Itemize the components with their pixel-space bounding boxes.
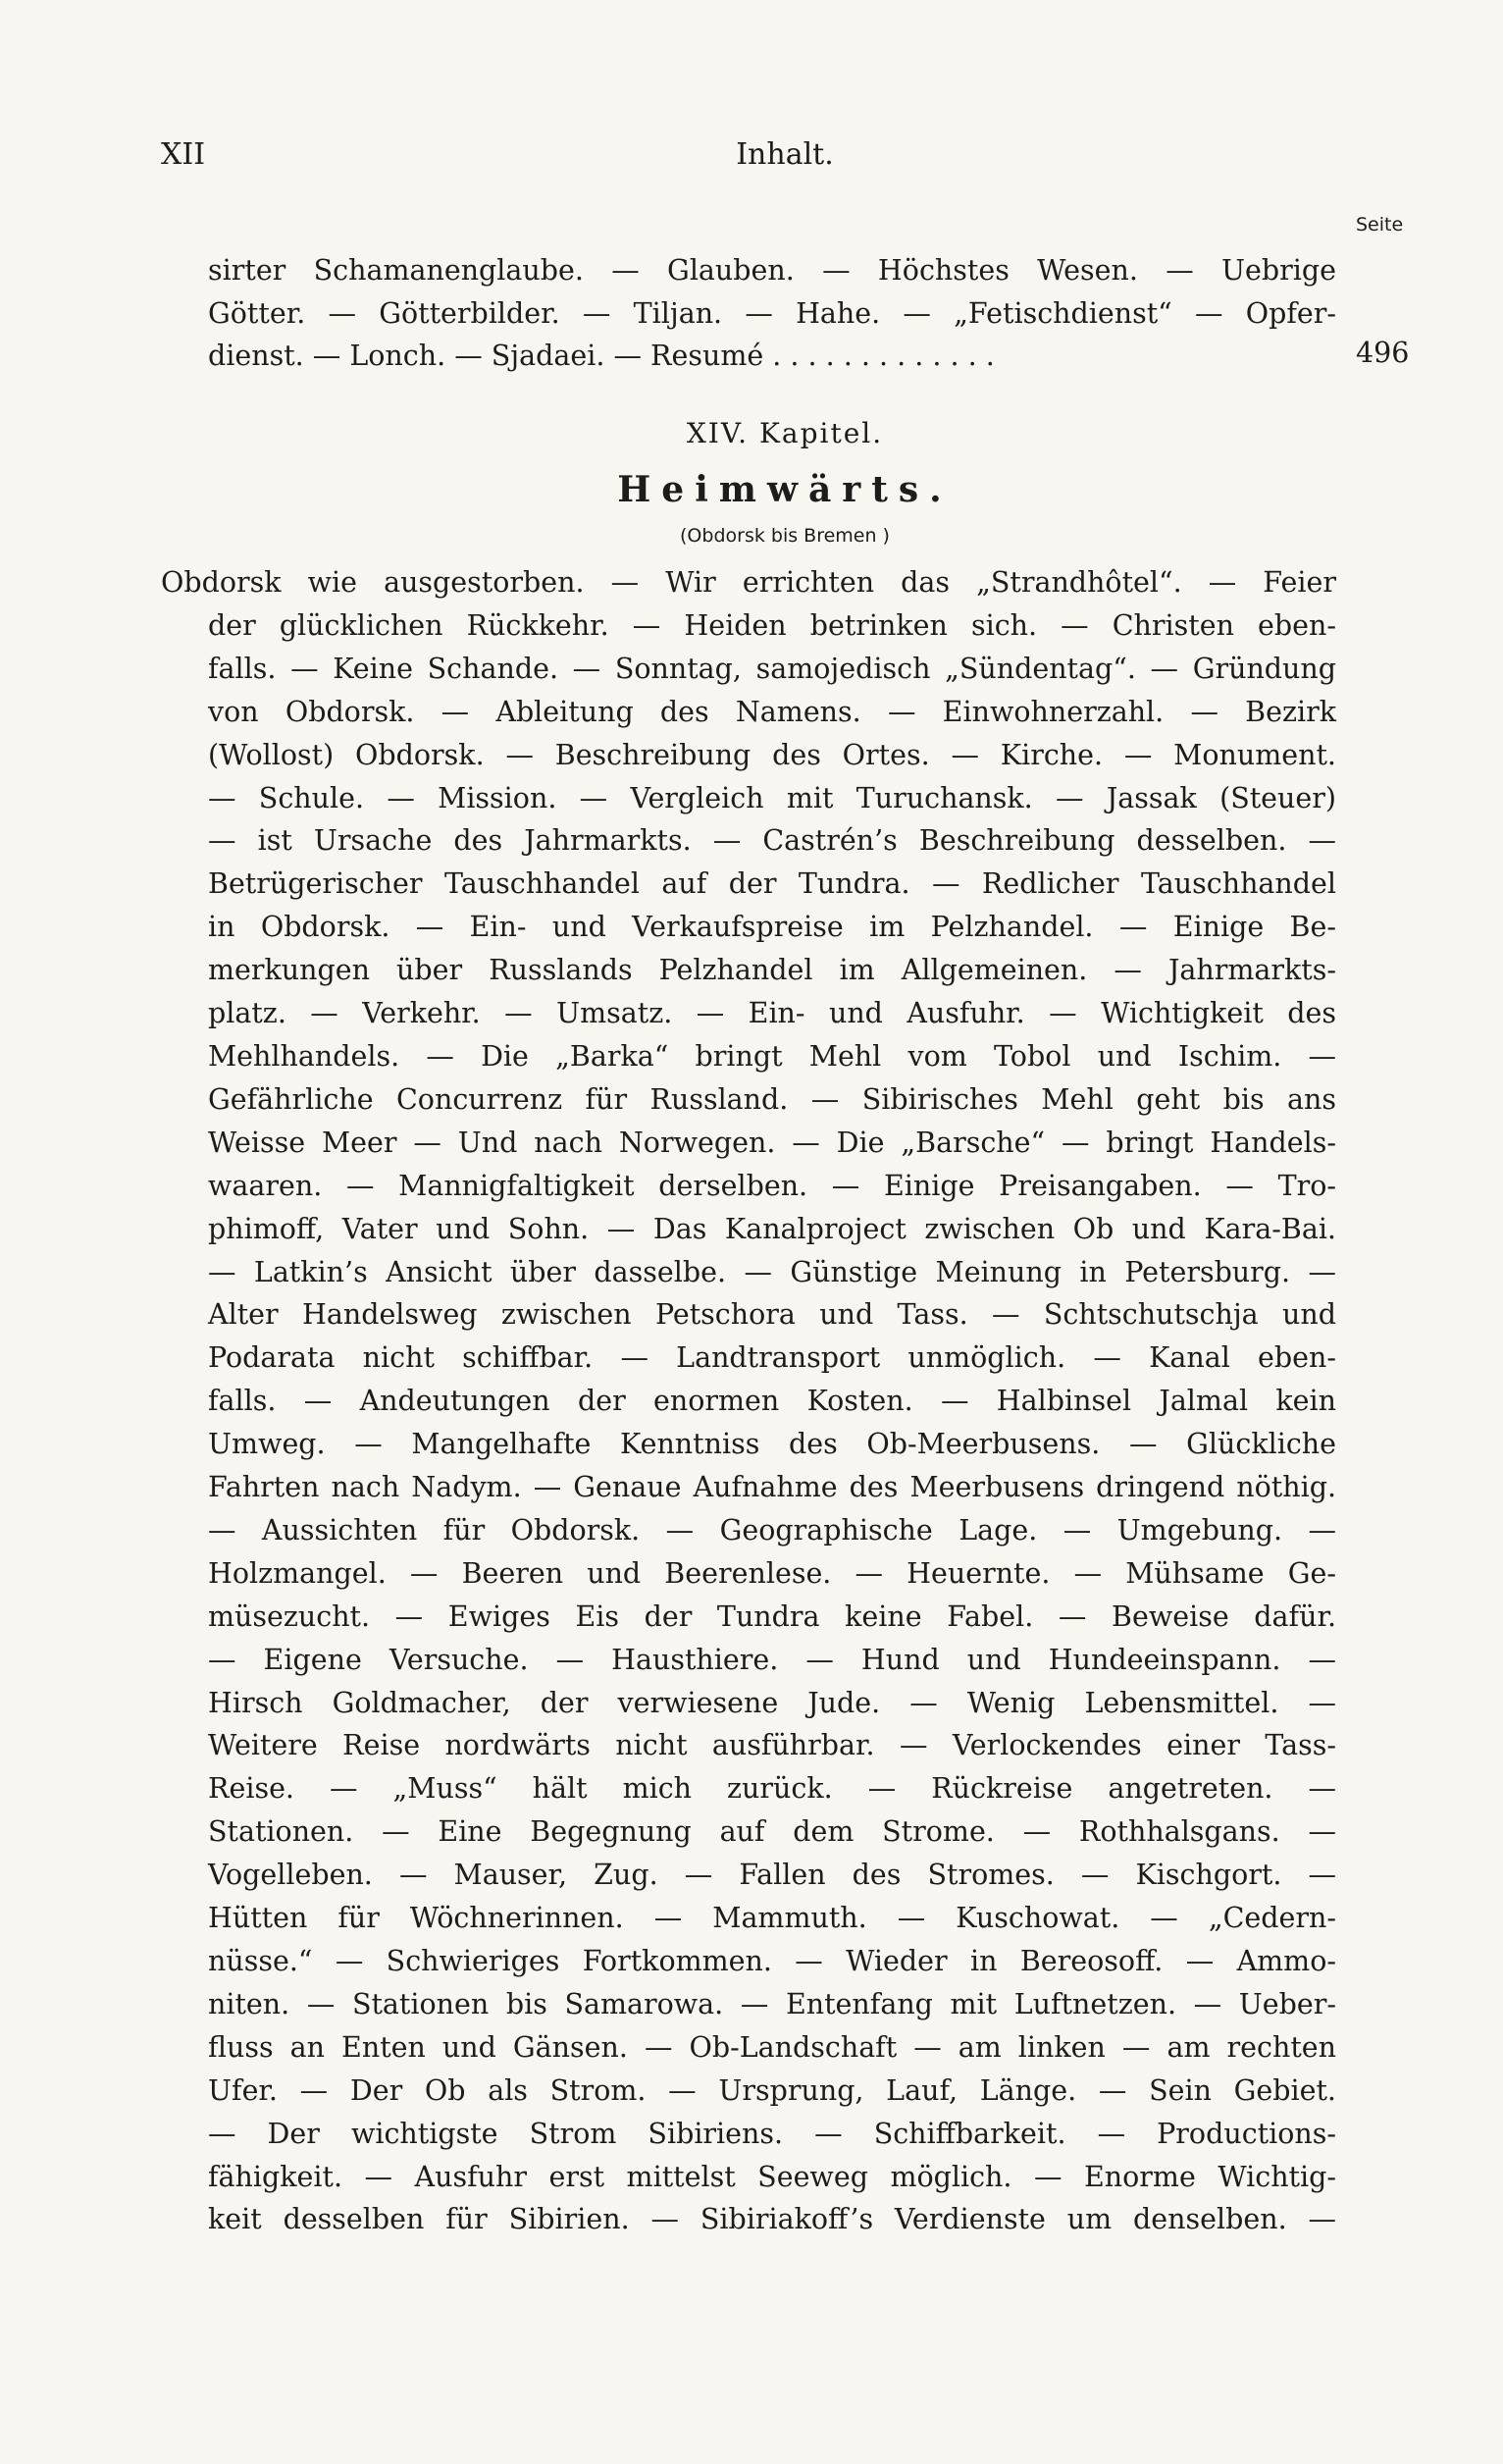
- text-line: Weisse Meer — Und nach Norwegen. — Die „Barsche“ — bringt Handels-: [208, 1126, 1336, 1159]
- text-line: müsezucht. — Ewiges Eis der Tundra keine Fabel. — Beweise dafür.: [208, 1599, 1336, 1633]
- text-line: sirter Schamanenglaube. — Glauben. — Höchstes Wesen. — Uebrige: [208, 254, 1336, 287]
- text-line: der glücklichen Rückkehr. — Heiden betrinken sich. — Christen eben-: [208, 608, 1336, 642]
- text-line: falls. — Andeutungen der enormen Kosten. — Halbinsel Jalmal kein: [208, 1385, 1336, 1418]
- text-line: Götter. — Götterbilder. — Tiljan. — Hahe. — „Fetischdienst“ — Opfer-: [208, 296, 1336, 330]
- text-line: Podarata nicht schiffbar. — Landtransport unmöglich. — Kanal eben-: [208, 1341, 1336, 1375]
- text-line: platz. — Verkehr. — Umsatz. — Ein- und Ausfuhr. — Wichtigkeit des: [208, 997, 1336, 1030]
- text-line: Holzmangel. — Beeren und Beerenlese. — Heuernte. — Mühsame Ge-: [208, 1556, 1336, 1590]
- chapter-contents-text: [161, 561, 1336, 2241]
- text-line: Ufer. — Der Ob als Strom. — Ursprung, Lauf, Länge. — Sein Gebiet.: [208, 2073, 1336, 2107]
- text-line: Stationen. — Eine Begegnung auf dem Strome. — Rothhalsgans. —: [208, 1815, 1336, 1849]
- text-line: in Obdorsk. — Ein- und Verkaufspreise im Pelzhandel. — Einige Be-: [208, 911, 1336, 944]
- text-line: fluss an Enten und Gänsen. — Ob-Landschaft — am linken — am rechten: [208, 2030, 1336, 2064]
- text-line: Hirsch Goldmacher, der verwiesene Jude. — Wenig Lebensmittel. —: [208, 1686, 1336, 1719]
- text-line: keit desselben für Sibirien. — Sibiriakoff’s Verdienste um denselben. —: [208, 2203, 1336, 2236]
- page-reference: 496: [1356, 337, 1410, 369]
- text-line: Hütten für Wöchnerinnen. — Mammuth. — Kuschowat. — „Cedern-: [208, 1902, 1336, 1935]
- text-line: — Aussichten für Obdorsk. — Geographische Lage. — Umgebung. —: [208, 1513, 1336, 1547]
- text-line: Reise. — „Muss“ hält mich zurück. — Rückreise angetreten. —: [208, 1772, 1336, 1806]
- text-line: — Latkin’s Ansicht über dasselbe. — Günstige Meinung in Petersburg. —: [208, 1255, 1336, 1288]
- text-line: — ist Ursache des Jahrmarkts. — Castrén’s Beschreibung desselben. —: [208, 824, 1336, 858]
- text-line: von Obdorsk. — Ableitung des Namens. — Einwohnerzahl. — Bezirk: [208, 695, 1336, 728]
- chapter-subtitle: (Obdorsk bis Bremen ): [680, 525, 890, 547]
- text-line: Obdorsk wie ausgestorben. — Wir errichten das „Strandhôtel“. — Feier: [161, 566, 1336, 599]
- text-line: Vogelleben. — Mauser, Zug. — Fallen des Stromes. — Kischgort. —: [208, 1859, 1336, 1892]
- text-line: Gefährliche Concurrenz für Russland. — Sibirisches Mehl geht bis ans: [208, 1082, 1336, 1116]
- text-line: falls. — Keine Schande. — Sonntag, samojedisch „Sündentag“. — Gründung: [208, 652, 1336, 685]
- text-line: Fahrten nach Nadym. — Genaue Aufnahme des Meerbusens dringend nöthig.: [208, 1471, 1336, 1504]
- text-line: — Schule. — Mission. — Vergleich mit Turuchansk. — Jassak (Steuer): [208, 781, 1336, 814]
- text-line: niten. — Stationen bis Samarowa. — Entenfang mit Luftnetzen. — Ueber-: [208, 1987, 1336, 2020]
- text-line: merkungen über Russlands Pelzhandel im Allgemeinen. — Jahrmarkts-: [208, 954, 1336, 987]
- text-line: — Eigene Versuche. — Hausthiere. — Hund und Hundeeinspann. —: [208, 1643, 1336, 1676]
- text-line: (Wollost) Obdorsk. — Beschreibung des Ortes. — Kirche. — Monument.: [208, 738, 1336, 771]
- running-header: [0, 137, 1503, 177]
- page-number: XII: [161, 137, 206, 172]
- chapter-title: Heimwärts.: [617, 469, 953, 510]
- text-line: fähigkeit. — Ausfuhr erst mittelst Seeweg möglich. — Enorme Wichtig-: [208, 2160, 1336, 2193]
- text-line: dienst. — Lonch. — Sjadaei. — Resumé . . . . . . . . . . . . .: [208, 340, 995, 372]
- previous-chapter-summary: [208, 249, 1336, 378]
- text-line: Weitere Reise nordwärts nicht ausführbar. — Verlockendes einer Tass-: [208, 1729, 1336, 1762]
- text-line: Alter Handelsweg zwischen Petschora und Tass. — Schtschutschja und: [208, 1298, 1336, 1332]
- text-line: waaren. — Mannigfaltigkeit derselben. — Einige Preisangaben. — Tro-: [208, 1169, 1336, 1202]
- text-line: Betrügerischer Tauschhandel auf der Tundra. — Redlicher Tauschhandel: [208, 867, 1336, 901]
- text-line: nüsse.“ — Schwieriges Fortkommen. — Wieder in Bereosoff. — Ammo-: [208, 1945, 1336, 1977]
- seite-column-label: Seite: [1356, 214, 1404, 236]
- text-line: Umweg. — Mangelhafte Kenntniss des Ob-Meerbusens. — Glückliche: [208, 1428, 1336, 1461]
- chapter-label: XIV. Kapitel.: [686, 417, 884, 449]
- text-line: — Der wichtigste Strom Sibiriens. — Schiffbarkeit. — Productions-: [208, 2117, 1336, 2150]
- text-line: phimoff, Vater und Sohn. — Das Kanalproject zwischen Ob und Kara-Bai.: [208, 1212, 1336, 1245]
- running-title: Inhalt.: [736, 137, 834, 172]
- text-line: Mehlhandels. — Die „Barka“ bringt Mehl vom Tobol und Ischim. —: [208, 1039, 1336, 1073]
